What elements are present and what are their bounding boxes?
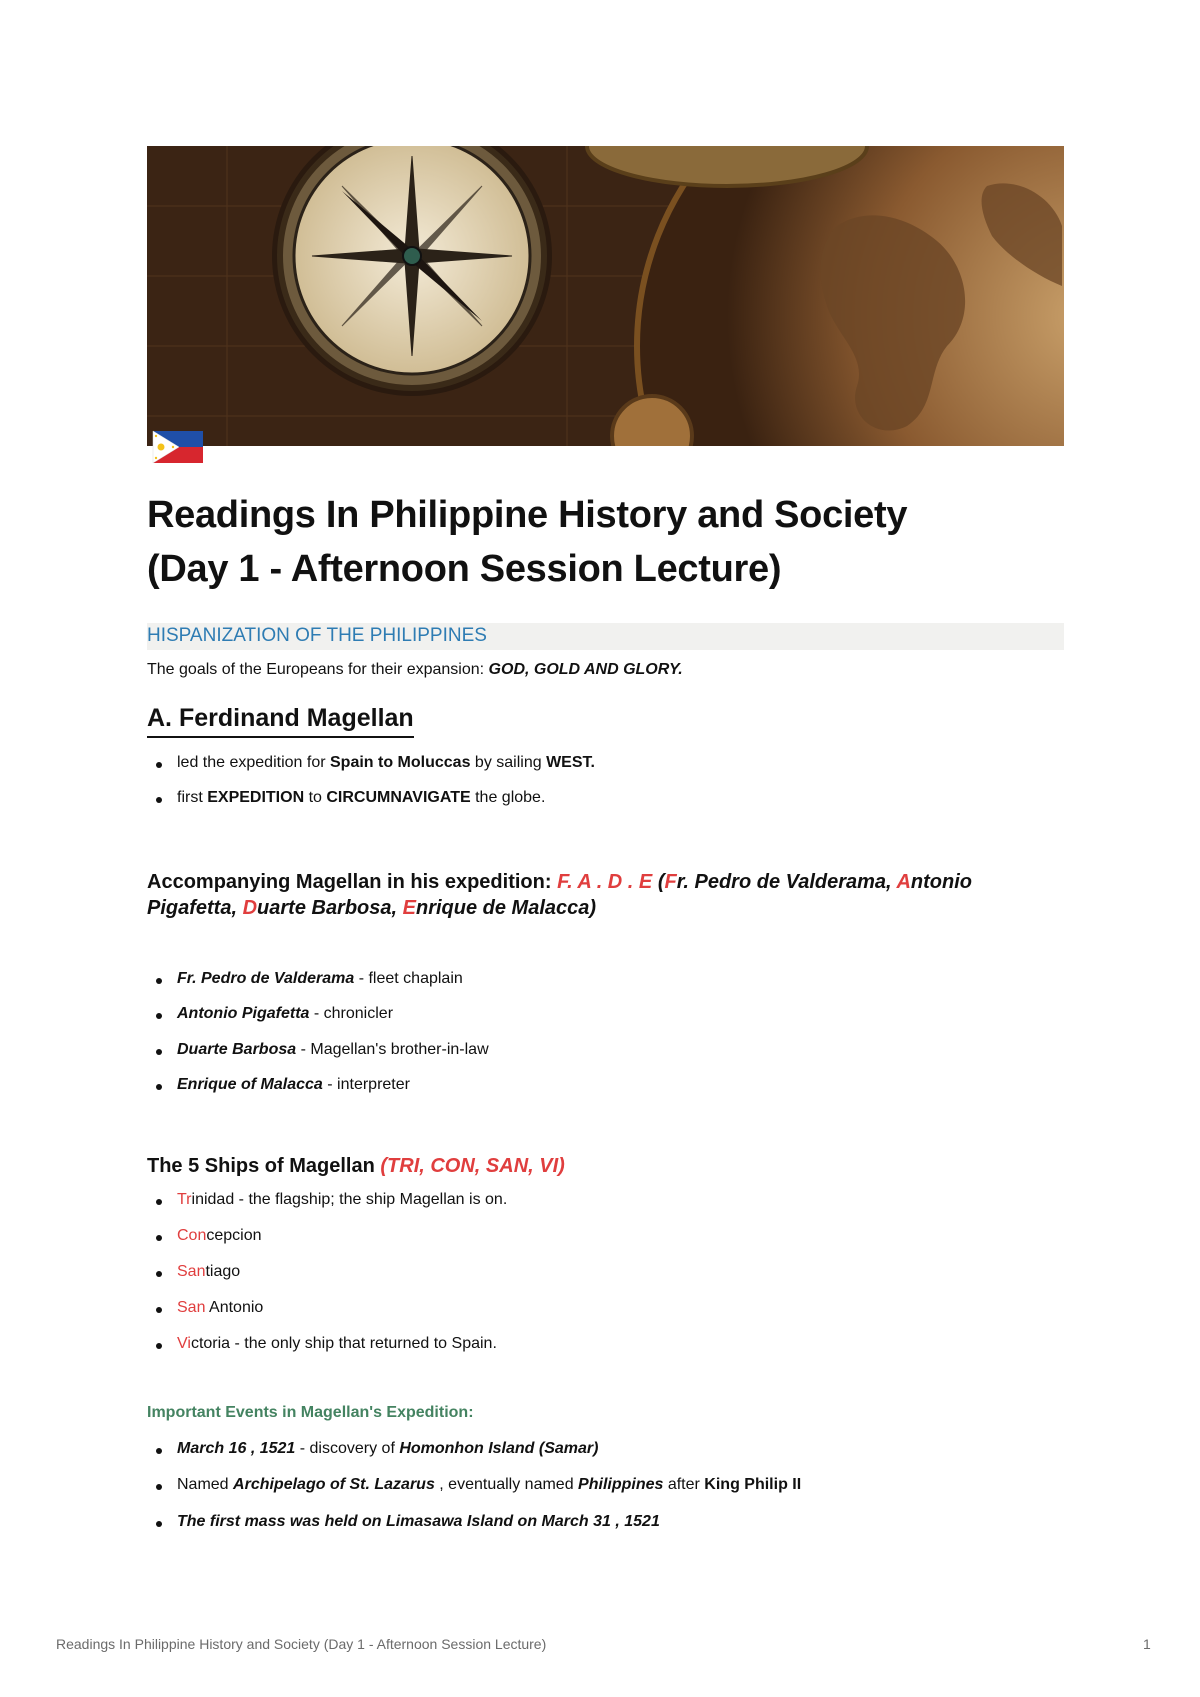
bullet-icon — [156, 1199, 162, 1205]
list-item: The first mass was held on Limasawa Island on March 31 , 1521 — [177, 1513, 660, 1530]
bullet-icon — [156, 978, 162, 984]
list-item: led the expedition for Spain to Moluccas by sailing WEST. — [177, 754, 595, 771]
bullet-icon — [156, 1235, 162, 1241]
list-item: San Antonio — [177, 1299, 264, 1316]
page-title-line-2: (Day 1 - Afternoon Session Lecture) — [147, 548, 782, 590]
accompanying-heading-line-2: Pigafetta, Duarte Barbosa, Enrique de Malacca) — [147, 897, 597, 919]
cover-image — [147, 146, 1064, 446]
list-item: Enrique of Malacca - interpreter — [177, 1076, 410, 1093]
bullet-icon — [156, 1049, 162, 1055]
intro-paragraph: The goals of the Europeans for their expansion: GOD, GOLD AND GLORY. — [147, 661, 683, 678]
magellan-heading: A. Ferdinand Magellan — [147, 704, 414, 738]
list-item: first EXPEDITION to CIRCUMNAVIGATE the globe. — [177, 789, 546, 806]
bullet-icon — [156, 1271, 162, 1277]
ships-heading: The 5 Ships of Magellan (TRI, CON, SAN, VI) — [147, 1155, 565, 1177]
list-item: Trinidad - the flagship; the ship Magellan is on. — [177, 1191, 508, 1208]
list-item: Fr. Pedro de Valderama - fleet chaplain — [177, 970, 463, 987]
bullet-icon — [156, 1013, 162, 1019]
list-item: Duarte Barbosa - Magellan's brother-in-law — [177, 1041, 489, 1058]
bullet-icon — [156, 1084, 162, 1090]
list-item: Antonio Pigafetta - chronicler — [177, 1005, 394, 1022]
page-title — [147, 488, 1077, 596]
bullet-icon — [156, 1521, 162, 1527]
section-heading-text: HISPANIZATION OF THE PHILIPPINES — [147, 625, 487, 646]
list-item: Victoria - the only ship that returned to Spain. — [177, 1335, 497, 1352]
footer-title: Readings In Philippine History and Society (Day 1 - Afternoon Session Lecture) — [56, 1636, 547, 1652]
list-item: Santiago — [177, 1263, 241, 1280]
accompanying-heading: Accompanying Magellan in his expedition: F. A . D . E (Fr. Pedro de Valderama, Antonio — [147, 871, 972, 893]
bullet-icon — [156, 1484, 162, 1490]
intro-emphasis: GOD, GOLD AND GLORY. — [488, 661, 683, 678]
bullet-icon — [156, 1343, 162, 1349]
bullet-icon — [156, 762, 162, 768]
page-number: 1 — [1143, 1636, 1151, 1652]
bullet-icon — [156, 797, 162, 803]
page-title-line-1: Readings In Philippine History and Society — [147, 494, 908, 536]
list-item: Named Archipelago of St. Lazarus , eventually named Philippines after King Philip II — [177, 1476, 802, 1493]
events-heading: Important Events in Magellan's Expedition: — [147, 1404, 474, 1421]
bullet-icon — [156, 1448, 162, 1454]
list-item: Concepcion — [177, 1227, 262, 1244]
list-item: March 16 , 1521 - discovery of Homonhon Island (Samar) — [177, 1440, 599, 1457]
section-heading — [147, 623, 1064, 650]
bullet-icon — [156, 1307, 162, 1313]
philippine-flag-icon — [151, 427, 205, 467]
